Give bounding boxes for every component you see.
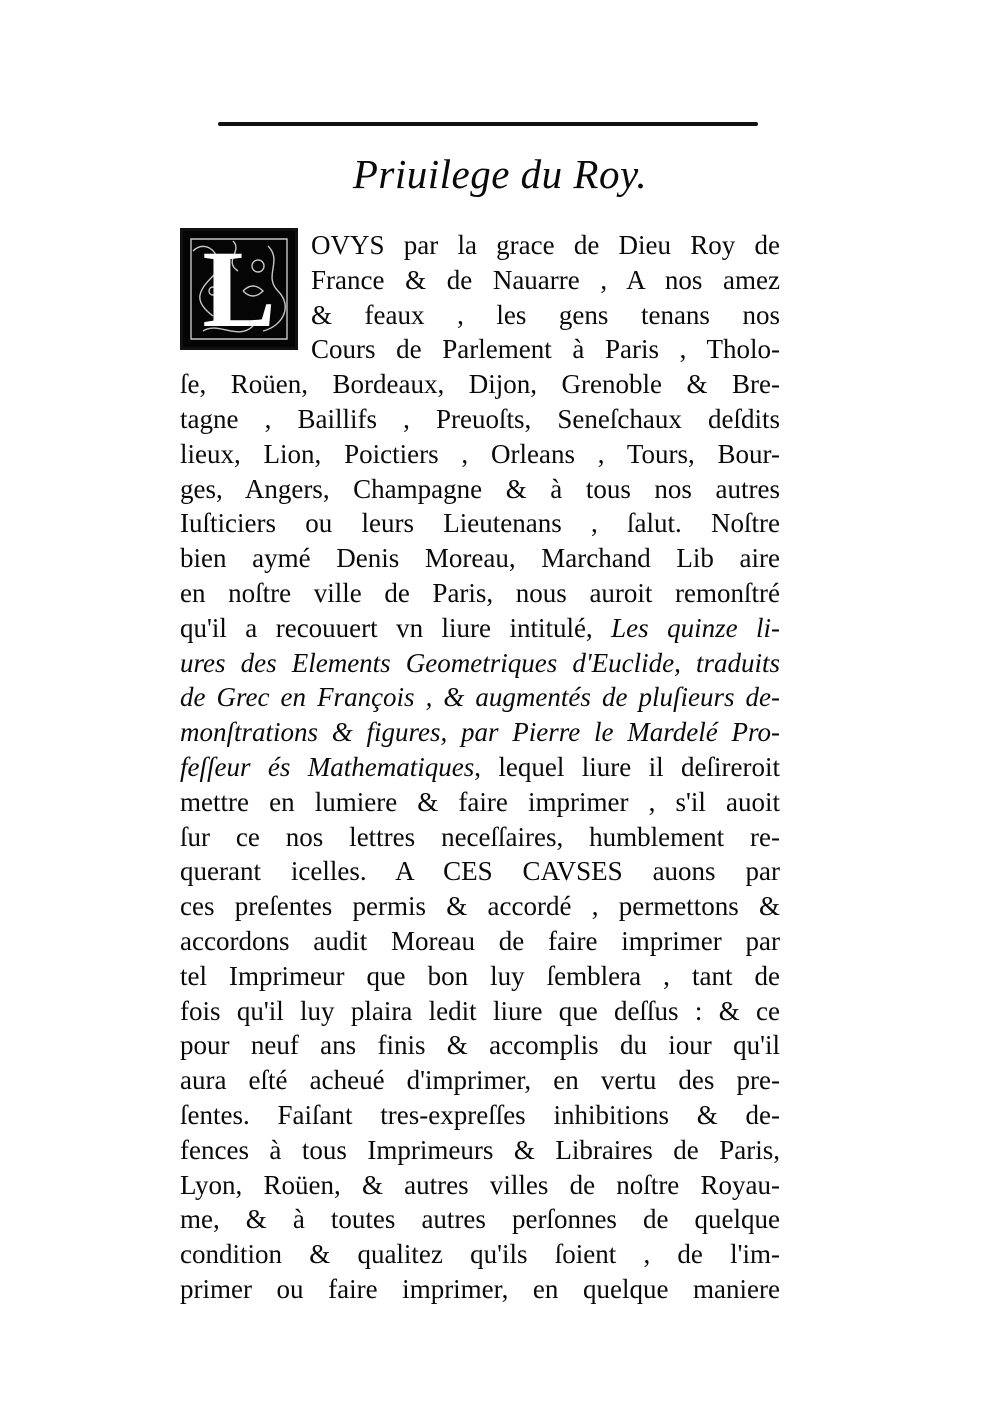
text-line (180, 1098, 780, 1133)
page-title: Priuilege du Roy. (352, 151, 648, 197)
text-line-content: France & de Nauarre , A nos amez (311, 264, 780, 295)
text-line-content: me, & à toutes autres perſonnes de quelque (180, 1204, 780, 1235)
text-line-content: mettre en lumiere & faire imprimer , s'il auoit (180, 786, 780, 817)
text-line (311, 263, 780, 298)
text-line-roman: , lequel liure il deſireroit (474, 751, 780, 782)
text-line-content: ces preſentes permis & accordé , permettons & (180, 891, 780, 922)
text-line-content: fois qu'il luy plaira ledit liure que deſſus : & ce (180, 995, 780, 1026)
text-line (180, 1272, 780, 1307)
text-line (180, 889, 780, 924)
text-line-content: condition & qualitez qu'ils ſoient , de l'im- (180, 1239, 780, 1270)
text-line (180, 1063, 780, 1098)
text-line-content: querant icelles. A CES CAVSES auons par (180, 856, 780, 887)
text-line-content: & feaux , les gens tenans nos (311, 299, 780, 330)
text-line (180, 1133, 780, 1168)
text-line-content: lieux, Lion, Poictiers , Orleans , Tours, Bour- (180, 438, 780, 469)
text-line (311, 332, 780, 367)
text-line (180, 785, 780, 820)
text-line (180, 1028, 780, 1063)
text-line (180, 646, 780, 681)
text-line (180, 680, 780, 715)
text-line (180, 472, 780, 507)
text-line-content: fences à tous Imprimeurs & Libraires de Paris, (180, 1134, 780, 1165)
text-line (180, 367, 780, 402)
text-line (180, 854, 780, 889)
text-line-content: tagne , Baillifs , Preuoſts, Seneſchaux deſdits (180, 403, 780, 434)
text-lines (180, 228, 780, 1307)
header-rule (218, 122, 758, 126)
text-line-content: ges, Angers, Champagne & à tous nos autres (180, 473, 780, 504)
text-line (311, 228, 780, 263)
text-line-content: ſe, Roüen, Bordeaux, Dijon, Grenoble & Bre- (180, 369, 780, 400)
text-line-content: Lyon, Roüen, & autres villes de noſtre Royau- (180, 1169, 780, 1200)
text-line (180, 1237, 780, 1272)
text-line (180, 541, 780, 576)
text-line-content: tel Imprimeur que bon luy ſemblera , tant de (180, 960, 780, 991)
text-line (180, 576, 780, 611)
text-line (180, 959, 780, 994)
text-line-content: accordons audit Moreau de faire imprimer par (180, 925, 780, 956)
text-line (180, 437, 780, 472)
text-line-content: ſur ce nos lettres neceſſaires, humblement re- (180, 821, 780, 852)
text-line (311, 298, 780, 333)
text-line-content: OVYS par la grace de Dieu Roy de (311, 230, 780, 260)
text-line-content: Cours de Parlement à Paris , Tholo- (311, 334, 780, 365)
text-line (180, 994, 780, 1029)
text-line-content: ſentes. Faiſant tres-expreſſes inhibitions & de- (180, 1099, 780, 1130)
text-line-content: primer ou faire imprimer, en quelque maniere (180, 1273, 780, 1304)
privilege-text (180, 228, 780, 1307)
text-line (180, 611, 780, 646)
drop-cap-letter: L (202, 228, 276, 350)
text-line (180, 506, 780, 541)
text-line-content: bien aymé Denis Moreau, Marchand Lib aire (180, 543, 780, 574)
text-line-italic: feſſeur és Mathematiques (180, 751, 475, 782)
text-line-italic: Les quinze li- (611, 612, 780, 643)
text-line-italic: ures des Elements Geometriques d'Euclide, traduits (180, 647, 780, 678)
drop-cap-initial (180, 228, 298, 350)
text-line (180, 820, 780, 855)
text-line-content: Iuſticiers ou leurs Lieutenans , ſalut. Noſtre (180, 508, 780, 539)
text-line (180, 402, 780, 437)
text-line (180, 1168, 780, 1203)
text-line (180, 750, 780, 785)
text-line-content: pour neuf ans finis & accomplis du iour qu'il (180, 1030, 780, 1061)
text-line-content: aura eſté acheué d'imprimer, en vertu des pre- (180, 1065, 780, 1096)
text-line (180, 1202, 780, 1237)
text-line-italic: de Grec en François , & augmentés de pluſieurs de- (180, 682, 780, 713)
text-line-italic: monſtrations & figures, par Pierre le Mardelé Pro- (180, 717, 780, 748)
text-line (180, 715, 780, 750)
text-line-content: en noſtre ville de Paris, nous auroit remonſtré (180, 577, 780, 608)
text-line (180, 924, 780, 959)
text-line-roman: qu'il a recouuert vn liure intitulé, (180, 612, 612, 643)
